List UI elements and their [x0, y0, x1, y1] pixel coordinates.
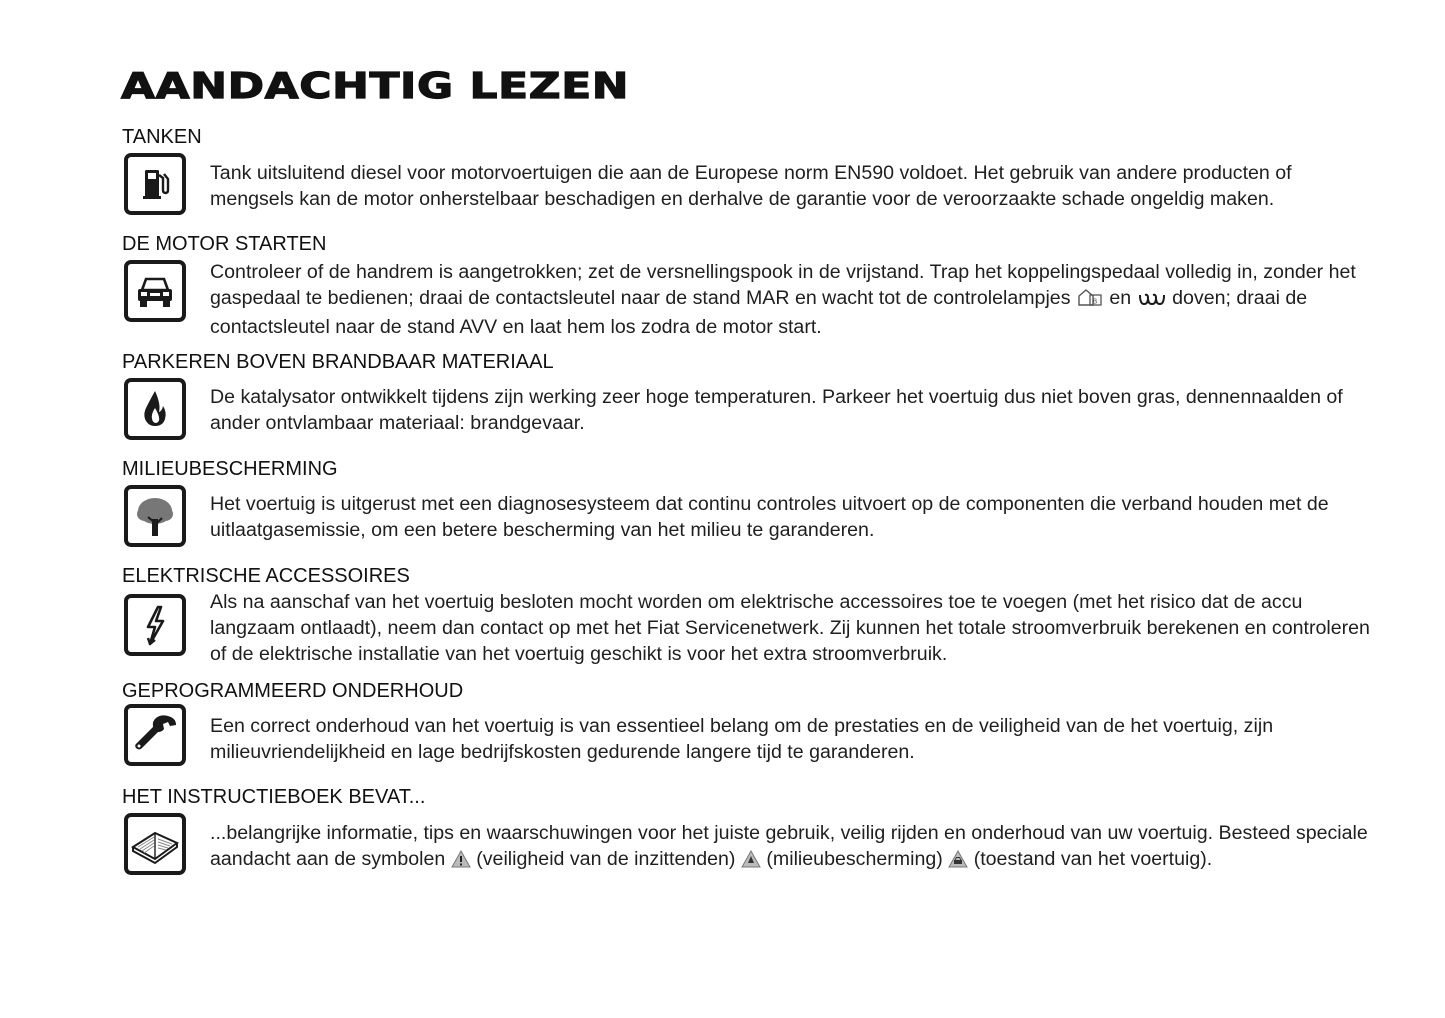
section-heading: ELEKTRISCHE ACCESSOIRES — [122, 565, 410, 587]
section-text: Als na aanschaf van het voertuig besloten mocht worden om elektrische accessoires toe te voegen (met het risico dat de accu langzaam ontlaadt), neem dan contact op met het Fiat Servicenetwerk. Zij kunnen het totale stroomverbruik berekenen en controleren of de elektrische installatie van het voertuig geschikt is voor het extra stroomverbruik. — [210, 591, 1370, 665]
car-front-icon — [124, 260, 186, 322]
fuel-pump-icon — [124, 153, 186, 215]
section-heading: MILIEUBESCHERMING — [122, 458, 338, 480]
open-book-icon — [124, 813, 186, 875]
page-title: AANDACHTIG LEZEN — [121, 66, 630, 107]
section-onderhoud — [122, 679, 1372, 763]
warning-light-icon — [1076, 287, 1104, 314]
lightning-icon — [124, 594, 186, 656]
section-motor-starten — [122, 232, 1372, 338]
symbol-label-safety: (veiligheid van de inzittenden) — [476, 848, 736, 870]
symbol-label-environment: (milieubescherming) — [766, 848, 943, 870]
section-tanken — [122, 125, 1372, 210]
text-after: doven; draai de contactsleutel naar de stand AVV en laat hem los zodra de motor start. — [210, 287, 1308, 338]
environment-triangle-icon — [741, 849, 761, 875]
section-heading: TANKEN — [122, 126, 202, 148]
text-before: ...belangrijke informatie, tips en waarschuwingen voor het juiste gebruik, veilig rijden en onderhoud van uw voertuig. Besteed speciale aandacht aan de symbolen — [210, 822, 1368, 870]
section-milieubescherming — [122, 457, 1372, 541]
section-heading: GEPROGRAMMEERD ONDERHOUD — [122, 680, 464, 702]
section-heading: PARKEREN BOVEN BRANDBAAR MATERIAAL — [122, 351, 554, 373]
section-text — [210, 259, 1370, 340]
section-heading: HET INSTRUCTIEBOEK BEVAT... — [122, 786, 426, 808]
section-text: Het voertuig is uitgerust met een diagnosesysteem dat continu controles uitvoert op de componenten die verband houden met de uitlaatgasemissie, om een betere bescherming van het milieu te garanderen. — [210, 493, 1329, 541]
warning-triangle-icon — [451, 849, 471, 875]
wrench-icon — [124, 704, 186, 766]
section-text — [210, 820, 1370, 875]
vehicle-triangle-icon — [948, 849, 968, 875]
flame-icon — [124, 378, 186, 440]
section-text: Een correct onderhoud van het voertuig is van essentieel belang om de prestaties en de veiligheid van de het voertuig, zijn milieuvriendelijkheid en lage bedrijfskosten gedurende langere tijd te garanderen. — [210, 715, 1274, 763]
section-instructieboek — [122, 785, 1372, 870]
section-text: De katalysator ontwikkelt tijdens zijn werking zeer hoge temperaturen. Parkeer het voertuig dus niet boven gras, dennennaalden of ander ontvlambaar materiaal: brandgevaar. — [210, 386, 1343, 434]
glow-plug-icon — [1137, 288, 1167, 314]
section-heading: DE MOTOR STARTEN — [122, 233, 327, 255]
section-elektrische-accessoires — [122, 564, 1372, 665]
symbol-label-vehicle: (toestand van het voertuig). — [973, 848, 1213, 870]
text-before: Controleer of de handrem is aangetrokken; zet de versnellingspook in de vrijstand. Trap het koppelingspedaal volledig in, zonder het gaspedaal te bedienen; draai de contactsleutel naar de stand MAR en wacht tot de controlelampjes — [210, 261, 1356, 309]
section-text: Tank uitsluitend diesel voor motorvoertuigen die aan de Europese norm EN590 voldoet. Het gebruik van andere producten of mengsels kan de motor onherstelbaar beschadigen en derhalve de garantie voor de veroorzaakte schade ongeldig maken. — [210, 162, 1292, 210]
svg-text:B: B — [1092, 297, 1098, 306]
text-mid: en — [1109, 287, 1132, 309]
section-parkeren — [122, 350, 1372, 434]
tree-icon — [124, 485, 186, 547]
